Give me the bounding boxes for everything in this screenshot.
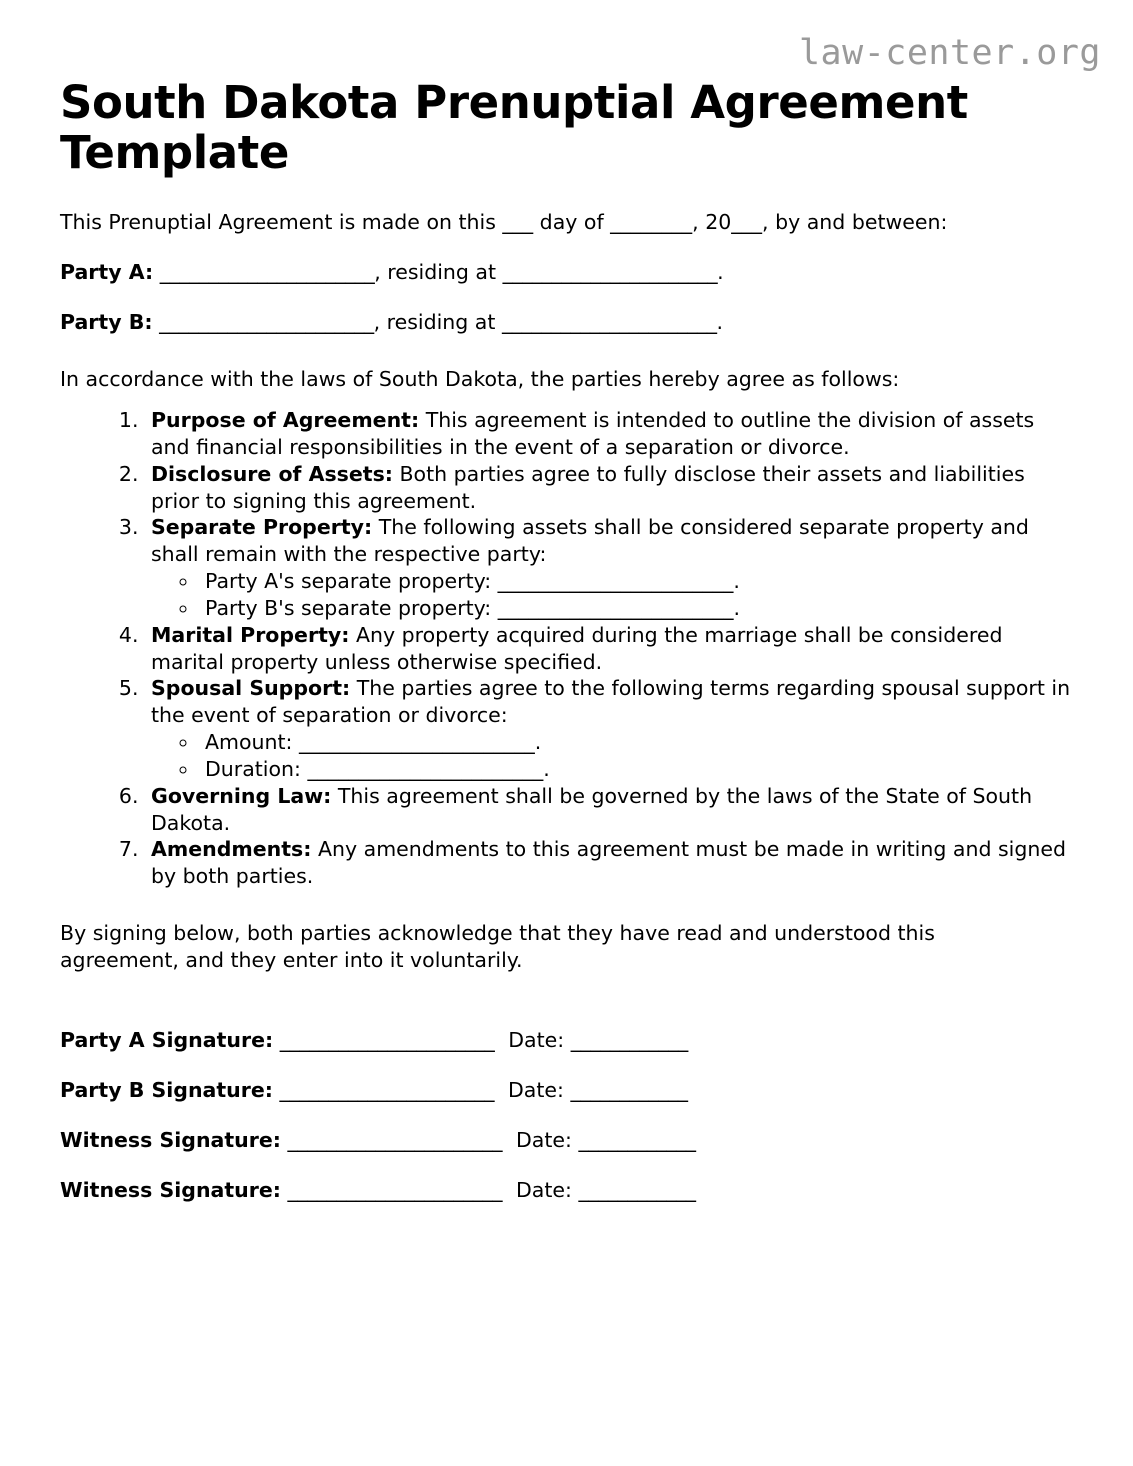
list-item [145,836,1073,890]
party-a-label: Party A: [60,259,154,284]
term-body: The following assets shall be considered separate property and shall remain with the respective party: [151,515,1029,567]
party-b-line [60,286,1073,336]
witness-two-date-label: Date: [516,1178,572,1203]
closing-paragraph: By signing below, both parties acknowledge that they have read and understood this agreement, and they enter into it voluntarily. [60,921,935,973]
list-item: ◦ Amount: _______________________. [199,729,1073,756]
list-item [145,783,1073,837]
list-item [145,514,1073,621]
party-a-signature-label: Party A Signature: [60,1028,274,1053]
party-a-terminator: . [717,259,724,284]
term-body: This agreement shall be governed by the laws of the State of South Dakota. [151,783,1033,835]
witness-two-signature-line [60,1154,1073,1204]
party-a-address-blank: ______________________ [502,259,718,284]
witness-one-date-blank: ____________ [578,1128,696,1153]
term-heading: Disclosure of Assets: [151,461,393,486]
party-a-line [60,236,1073,286]
party-a-signature-blank: ______________________ [279,1028,495,1053]
witness-one-date-label: Date: [516,1128,572,1153]
party-b-name-blank: ______________________ [159,309,374,334]
party-a-date-blank: ____________ [570,1028,688,1053]
list-item: ◦ Party A's separate property: _______________________. [199,568,1073,595]
party-b-date-blank: ____________ [570,1078,688,1103]
party-a-name-blank: ______________________ [159,259,375,284]
term-heading: Spousal Support: [151,676,351,701]
witness-one-signature-label: Witness Signature: [60,1128,281,1153]
witness-two-signature-blank: ______________________ [287,1178,503,1203]
party-b-residing-text: , residing at [373,309,502,334]
terms-list [60,393,1073,890]
accordance-paragraph: In accordance with the laws of South Dakota, the parties hereby agree as follows: [60,366,900,391]
witness-one-signature-line [60,1104,1073,1154]
party-a-signature-line [60,1004,1073,1054]
party-b-signature-line [60,1054,1073,1104]
term-body: This agreement is intended to outline the division of assets and financial responsibilities in the event of a separation or divorce. [151,407,1035,459]
term-heading: Purpose of Agreement: [151,407,420,432]
party-b-label: Party B: [60,309,153,334]
list-item [145,675,1073,782]
list-item: ◦ Duration: _______________________. [199,756,1073,783]
term-body: Any amendments to this agreement must be made in writing and signed by both parties. [151,837,1066,889]
intro-paragraph: This Prenuptial Agreement is made on this ___ day of ________, 20___, by and between: [60,209,948,234]
separate-property-sublist [151,568,1073,622]
list-item [145,461,1073,515]
witness-two-date-blank: ____________ [578,1178,696,1203]
spousal-support-sublist [151,729,1073,783]
witness-one-signature-blank: ______________________ [287,1128,503,1153]
party-b-address-blank: ______________________ [501,309,717,334]
term-heading: Governing Law: [151,783,332,808]
party-b-terminator: . [716,309,723,334]
witness-two-signature-label: Witness Signature: [60,1178,281,1203]
term-body: Any property acquired during the marriage shall be considered marital property unless otherwise specified. [151,622,1003,674]
term-heading: Marital Property: [151,622,350,647]
term-body: The parties agree to the following terms regarding spousal support in the event of separation or divorce: [151,676,1071,728]
party-a-date-label: Date: [508,1028,565,1053]
party-b-date-label: Date: [508,1078,564,1103]
list-item [145,407,1073,461]
term-body: Both parties agree to fully disclose their assets and liabilities prior to signing this agreement. [151,461,1025,513]
page-title: South Dakota Prenuptial Agreement Template [60,76,968,180]
list-item: ◦ Party B's separate property: _______________________. [199,595,1073,622]
party-b-signature-label: Party B Signature: [60,1078,273,1103]
party-b-signature-blank: ______________________ [279,1078,495,1103]
site-watermark: law-center.org [798,33,1101,73]
list-item [145,622,1073,676]
party-a-residing-text: , residing at [374,259,503,284]
term-heading: Separate Property: [151,515,373,540]
term-heading: Amendments: [151,837,312,862]
signature-block [60,974,1073,1204]
